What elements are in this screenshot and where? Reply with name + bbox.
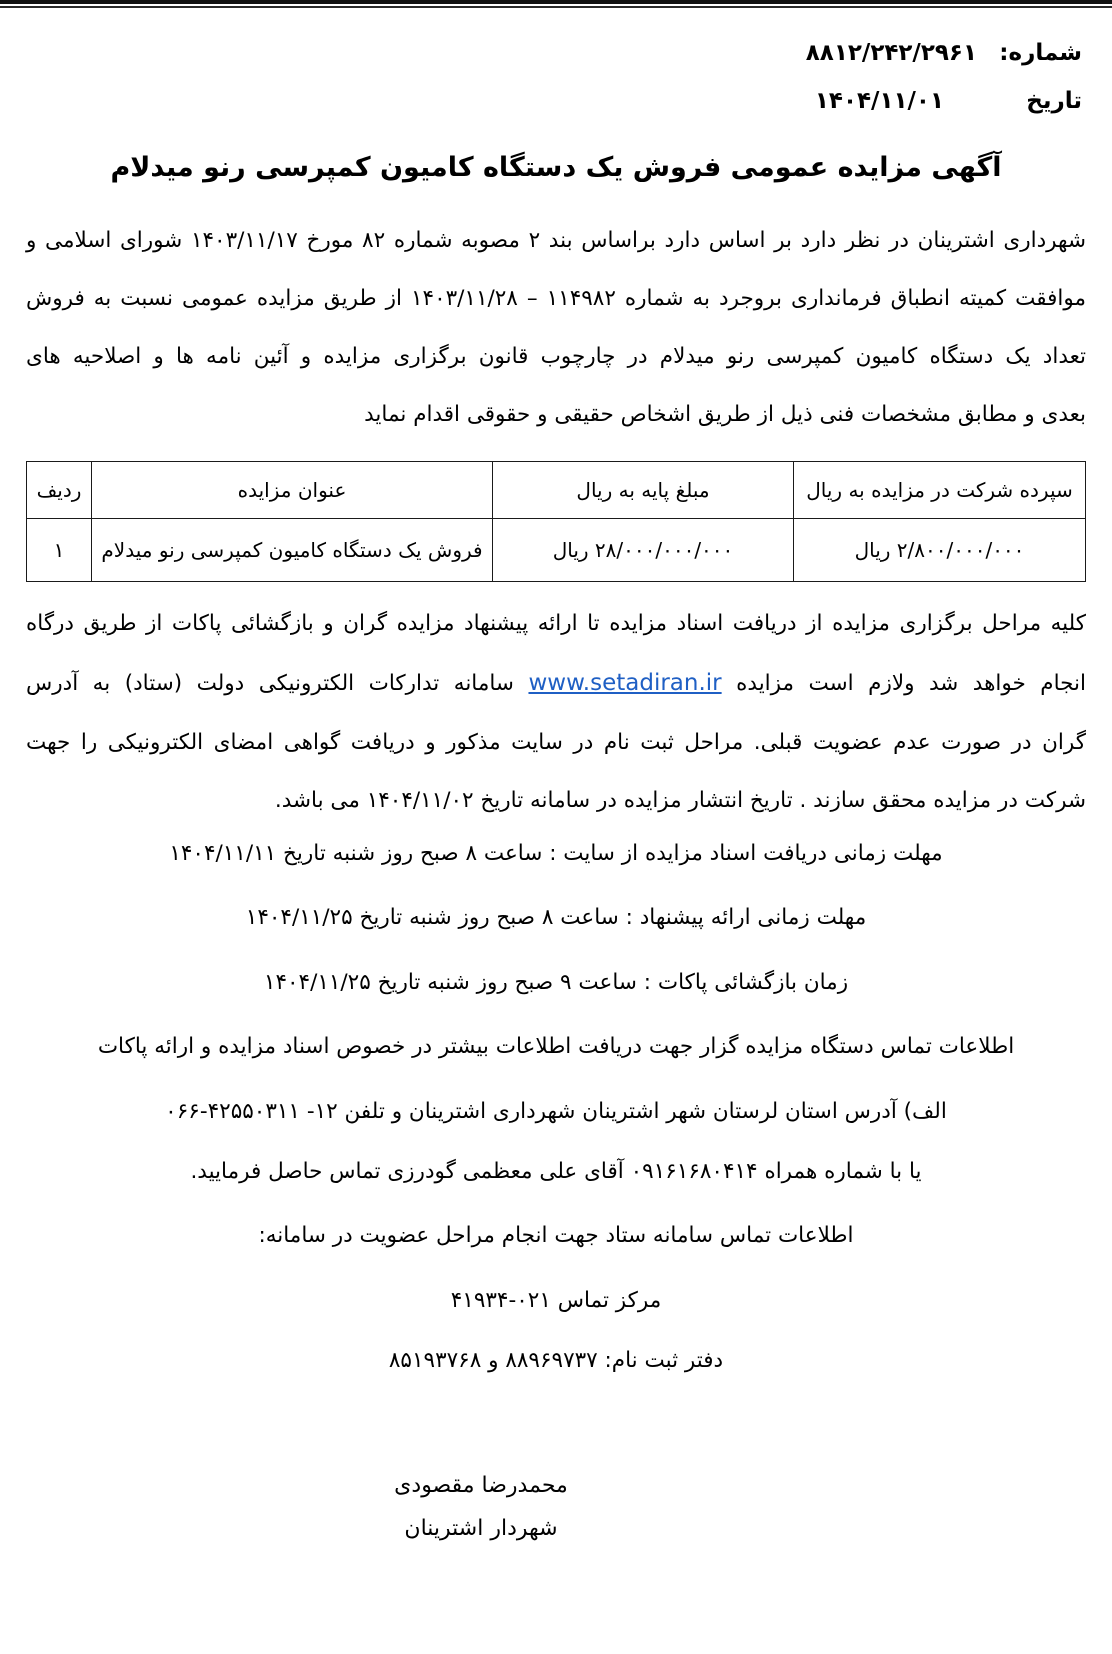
- table-header-row-no: ردیف: [27, 461, 92, 518]
- contact-mobile: یا با شماره همراه ۰۹۱۶۱۶۸۰۴۱۴ آقای علی معظمی گودرزی تماس حاصل فرمایید.: [190, 1159, 922, 1185]
- contact-address: الف) آدرس استان لرستان شهر اشترینان شهرداری اشترینان و تلفن ۱۲- ۴۲۵۵۰۳۱۱-۰۶۶: [165, 1098, 947, 1124]
- document-number-label: شماره:: [999, 40, 1082, 66]
- deadline-opening: زمان بازگشائی پاکات : ساعت ۹ صبح روز شنبه تاریخ ۱۴۰۴/۱۱/۲۵: [263, 969, 849, 995]
- intro-line-2: موافقت کمیته انطباق فرمانداری بروجرد به شماره ۱۱۴۹۸۲ – ۱۴۰۳/۱۱/۲۸ از طریق مزایده عمومی نسبت به فروش: [26, 285, 1086, 311]
- intro-line-3: تعداد یک دستگاه کامیون کمپرسی رنو میدلام در چارچوب قانون برگزاری مزایده و آئین نامه ها و اصلاحیه های: [26, 343, 1086, 369]
- signature-name: محمدرضا مقصودی: [394, 1472, 568, 1498]
- process-line-1: کلیه مراحل برگزاری مزایده از دریافت اسناد مزایده تا ارائه پیشنهاد مزایده گران و بازگشائی پاکات از طریق درگاه: [26, 610, 1086, 636]
- document-date-label: تاریخ: [1026, 88, 1082, 114]
- document-meta: [26, 40, 1086, 114]
- table-row: [27, 518, 1086, 581]
- process-paragraph: [26, 602, 1086, 823]
- signature-position: شهردار اشترینان: [404, 1516, 558, 1542]
- table-header-title: عنوان مزایده: [92, 461, 493, 518]
- deadline-proposals: مهلت زمانی ارائه پیشنهاد : ساعت ۸ صبح روز شنبه تاریخ ۱۴۰۴/۱۱/۲۵: [245, 905, 867, 931]
- cell-deposit: ۲/۸۰۰/۰۰۰/۰۰۰ ریال: [794, 518, 1086, 581]
- cell-base-price: ۲۸/۰۰۰/۰۰۰/۰۰۰ ریال: [493, 518, 794, 581]
- setad-registration-office: دفتر ثبت نام: ۸۸۹۶۹۷۳۷ و ۸۵۱۹۳۷۶۸: [388, 1348, 724, 1374]
- process-line-2: [26, 660, 1086, 707]
- cell-row-no: ۱: [27, 518, 92, 581]
- page-title: آگهی مزایده عمومی فروش یک دستگاه کامیون کمپرسی رنو میدلام: [110, 152, 1002, 183]
- setadiran-link[interactable]: www.setadiran.ir: [528, 669, 722, 696]
- process-line-2-suffix: انجام خواهد شد ولازم است مزایده: [736, 670, 1086, 696]
- intro-line-4: بعدی و مطابق مشخصات فنی ذیل از طریق اشخاص حقیقی و حقوقی اقدام نماید: [364, 401, 1086, 427]
- cell-title: فروش یک دستگاه کامیون کمپرسی رنو میدلام: [92, 518, 493, 581]
- contact-intro: اطلاعات تماس دستگاه مزایده گزار جهت دریافت اطلاعات بیشتر در خصوص اسناد مزایده و ارائه پاکات: [97, 1034, 1015, 1060]
- document-date-value: ۱۴۰۴/۱۱/۰۱: [814, 88, 944, 114]
- signature-block: [26, 1465, 1086, 1551]
- document-number-row: [26, 40, 1082, 66]
- table-header-deposit: سپرده شرکت در مزایده به ریال: [794, 461, 1086, 518]
- deadline-documents: مهلت زمانی دریافت اسناد مزایده از سایت : ساعت ۸ صبح روز شنبه تاریخ ۱۴۰۴/۱۱/۱۱: [169, 841, 943, 867]
- process-line-4: شرکت در مزایده محقق سازند . تاریخ انتشار مزایده در سامانه تاریخ ۱۴۰۴/۱۱/۰۲ می باشد.: [274, 788, 1086, 814]
- scan-border-top: [0, 0, 1112, 4]
- document-date-row: [26, 88, 1082, 114]
- process-line-3: گران در صورت عدم عضویت قبلی. مراحل ثبت نام در سایت مذکور و دریافت گواهی امضای الکترونیکی را جهت: [26, 729, 1086, 755]
- document-page: [0, 8, 1112, 1552]
- intro-paragraph: [26, 219, 1086, 437]
- intro-line-1: شهرداری اشترینان در نظر دارد بر اساس دارد براساس بند ۲ مصوبه شماره ۸۲ مورخ ۱۴۰۳/۱۱/۱۷ شورای اسلامی و: [26, 227, 1086, 253]
- setad-call-center: مرکز تماس ۰۲۱-۴۱۹۳۴: [450, 1287, 662, 1313]
- bid-table: [26, 461, 1086, 582]
- process-line-2-prefix: سامانه تدارکات الکترونیکی دولت (ستاد) به آدرس: [26, 670, 514, 696]
- setad-contact-intro: اطلاعات تماس سامانه ستاد جهت انجام مراحل عضویت در سامانه:: [258, 1223, 854, 1249]
- document-number-value: ۸۸۱۲/۲۴۲/۲۹۶۱: [805, 40, 977, 66]
- table-header-row: [27, 461, 1086, 518]
- table-header-base-price: مبلغ پایه به ریال: [493, 461, 794, 518]
